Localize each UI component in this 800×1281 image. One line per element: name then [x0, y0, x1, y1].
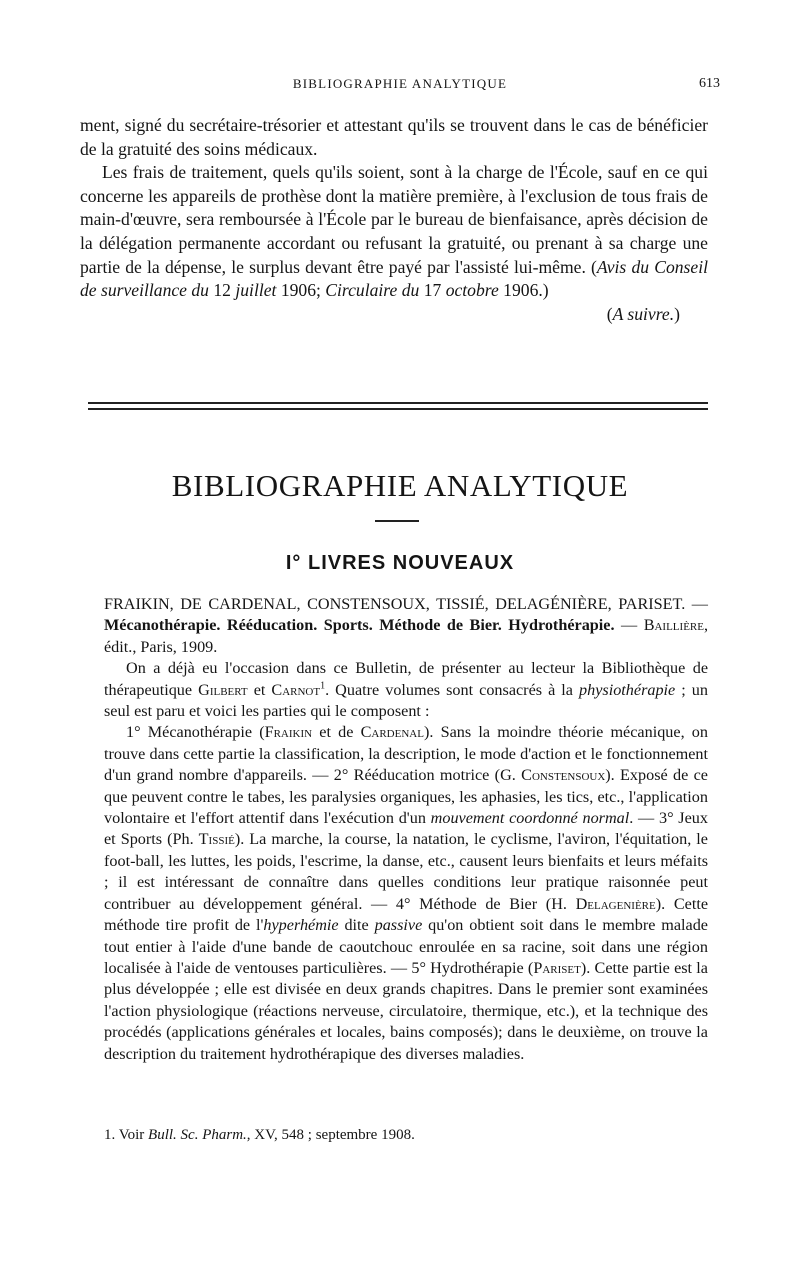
review-p2-e: ). La marche, la course, la natation, le cyclisme, l'aviron, l'équitation, le foot-ball, les luttes, les poids, l'escrime, la danse, etc., causent leurs bienfaits et leurs méfaits ; il est intéressant de connaître dans quelles conditions leur pratique raisonnée peut contribuer au développement général. — 4° Méthode de Bier (H. [104, 830, 708, 913]
intro-paragraph-2 [80, 161, 708, 303]
intro-para1-text: ment, signé du secrétaire-trésorier et attestant qu'ils se trouvent dans le cas de bénéficier de la gratuité des soins médicaux. [80, 115, 708, 159]
book-title: Mécanothérapie. Rééducation. Sports. Méthode de Bier. Hydrothérapie. [104, 616, 615, 635]
footnote-ref: 1 [320, 680, 326, 692]
date2-day: 17 [419, 280, 446, 301]
title-underline [375, 520, 419, 522]
author-pariset: Pariset [533, 958, 581, 977]
book-review [104, 594, 708, 1065]
review-p2-f: ). Cette méthode tire profit de l' [104, 894, 708, 935]
review-p2-i: ). Cette partie est la plus développée ; elle est divisée en deux grands chapitres. Dans le premier sont examinées l'action physiologique (réactions nerveuse, circulatoire, thermique, etc.), et la technique des procédés (applications générales et locales, bains composés); dans le deuxième, on trouve la description du traitement hydrothérapique des diverses maladies. [104, 958, 708, 1063]
publisher-name: Baillière [643, 616, 704, 635]
a-suivre-note [80, 303, 708, 327]
review-p2-c: ). Exposé de ce que peuvent contre le tabes, les paralysies organiques, les aphasies, les tics, etc., l'application volontaire et l'effort attentif dans l'exécution d'un [104, 766, 708, 828]
date2-year: 1906.) [498, 280, 549, 301]
a-suivre-open: ( [606, 303, 613, 324]
author-constensoux: Constensoux [521, 766, 606, 785]
publication-details: , édit., Paris, 1909. [104, 616, 709, 656]
section-title: BIBLIOGRAPHIE ANALYTIQUE [171, 468, 629, 503]
footnote-details: , XV, 548 ; septembre 1908. [246, 1127, 415, 1143]
author-fraikin: Fraikin [264, 723, 313, 742]
review-p1-b: . Quatre volumes sont consacrés à la [325, 680, 580, 699]
section-subtitle: I° LIVRES NOUVEAUX [285, 552, 515, 574]
review-et: et [247, 680, 272, 699]
footnote-number: 1. Voir [104, 1127, 149, 1143]
a-suivre-close: ) [674, 303, 680, 324]
footnote-journal: Bull. Sc. Pharm. [148, 1127, 247, 1143]
review-paragraph-1 [104, 658, 708, 722]
page-number: 613 [699, 76, 720, 91]
author-delageniere: Delagenière [575, 894, 656, 913]
a-suivre-text: A suivre. [612, 303, 675, 324]
footnote [104, 1125, 708, 1145]
intro-paragraph-1 [80, 114, 708, 161]
intro-text [80, 114, 708, 326]
passive-term: passive [374, 916, 423, 935]
intro-para2-text: Les frais de traitement, quels qu'ils soient, sont à la charge de l'École, sauf en ce qui concerne les appareils de prothèse dont la matière première, à l'exclusion de tous frais de main-d'œuvre, sera remboursée à l'École par le bureau de bienfaisance, après décision de la délégation permanente accordant ou refusant la gratuité, ou prenant à sa charge une partie de la dépense, le surplus devant être payé par l'assisté lui-même. ( [80, 162, 708, 277]
date1-day: 12 [208, 280, 236, 301]
section-divider-bottom [88, 408, 708, 410]
review-paragraph-2 [104, 722, 708, 1065]
section-divider-top [88, 402, 708, 404]
physiotherapie-term: physiothérapie [579, 680, 676, 699]
avis-citation: Avis du Conseil de surveillance du [80, 256, 708, 301]
review-p1-a: On a déjà eu l'occasion dans ce Bulletin, de présenter au lecteur la Bibliothèque de thérapeutique [104, 659, 708, 699]
review-p2-d: . — 3° Jeux et Sports (Ph. [104, 809, 708, 849]
review-p2-h: qu'on obtient soit dans le membre malade tout entier à l'aide d'une bande de caoutchouc enroulée en sa racine, soit dans une région localisée à l'aide de ventouses particulières. — 5° Hydrothérapie ( [104, 916, 708, 977]
author-tissie: Tissié [198, 830, 235, 849]
review-p1-c: ; un seul est paru et voici les parties qui le composent : [104, 680, 708, 721]
author-gilbert: Gilbert [198, 680, 248, 699]
author-cardenal: Cardenal [360, 723, 424, 742]
author-carnot: Carnot [271, 680, 321, 699]
review-p2-g: dite [338, 916, 375, 935]
book-entry-heading [104, 594, 708, 658]
date1-month: juillet [235, 280, 277, 301]
mouvement-term: mouvement coordonné normal [430, 809, 630, 828]
review-p2-a: 1° Mécanothérapie ( [126, 723, 265, 742]
hyperhemie-term: hyperhémie [263, 916, 339, 935]
book-authors: FRAIKIN, DE CARDENAL, CONSTENSOUX, TISSIÉ, DELAGÉNIÈRE, PARISET. — [104, 595, 708, 613]
running-header [80, 76, 720, 96]
publisher-separator: — [614, 616, 644, 635]
review-p2-b: ). Sans la moindre théorie mécanique, on trouve dans cette partie la classification, la description, le mode d'action et le fonctionnement d'un grand nombre d'appareils. — 2° Rééducation motrice (G. [104, 723, 708, 785]
running-title: BIBLIOGRAPHIE ANALYTIQUE [292, 76, 508, 91]
date2-month: octobre [445, 280, 499, 301]
review-de: et de [312, 723, 361, 742]
circulaire-citation: Circulaire du [325, 280, 420, 301]
date1-year: 1906; [276, 280, 326, 301]
